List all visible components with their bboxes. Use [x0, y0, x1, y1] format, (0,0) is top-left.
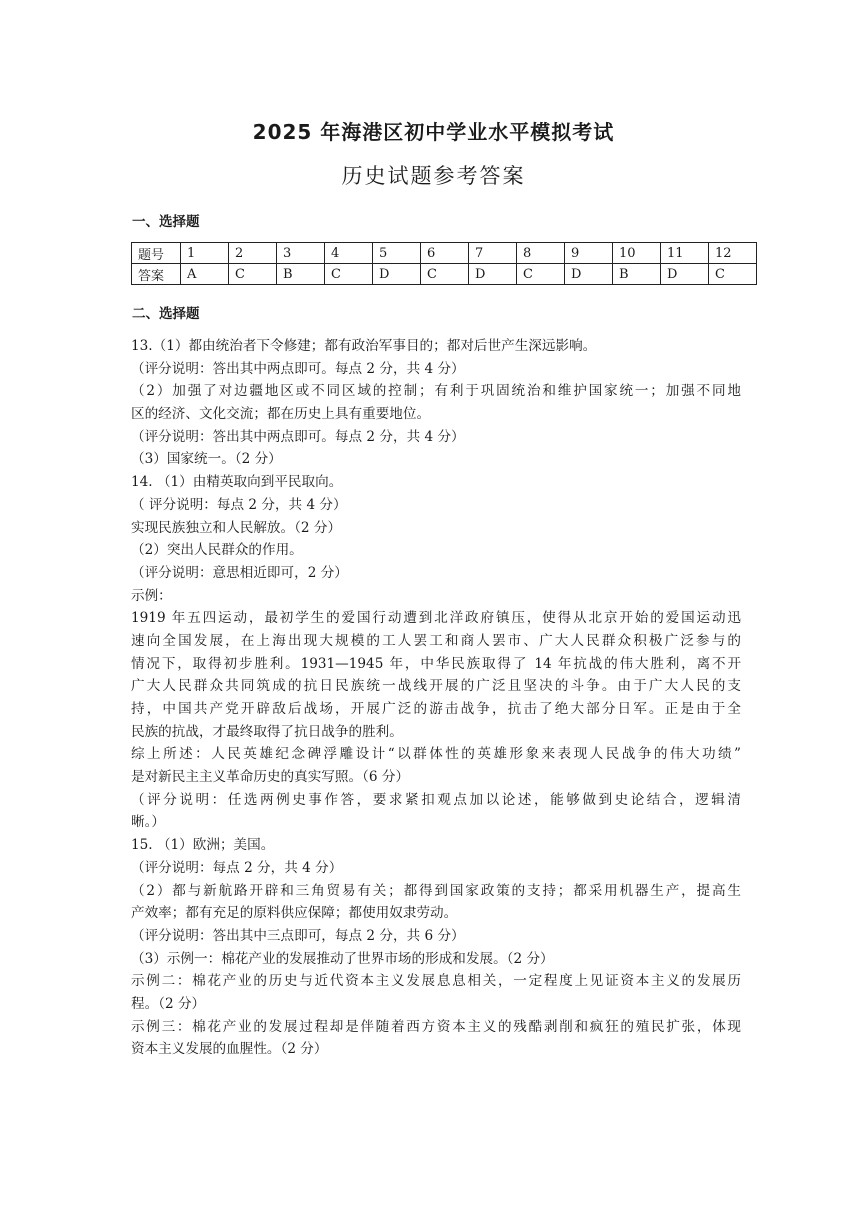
section-heading-multiple-choice: 一、选择题	[132, 214, 200, 230]
answer-line: （2）都与新航路开辟和三角贸易有关；都得到国家政策的支持；都采用机器生产，提高生	[131, 882, 741, 899]
table-row-answers	[132, 264, 757, 285]
question-number: 2	[229, 243, 277, 264]
answer-cell: B	[613, 264, 661, 285]
question-number: 5	[373, 243, 421, 264]
answer-line: （3）示例一：棉花产业的发展推动了世界市场的形成和发展。（2 分）	[131, 950, 554, 967]
question-number: 6	[421, 243, 469, 264]
scoring-note: 晰。）	[131, 814, 165, 831]
row-label-answers: 答案	[132, 264, 181, 285]
answer-line: 13.（1）都由统治者下令修建；都有政治军事目的；都对后世产生深远影响。	[131, 338, 597, 354]
answer-line: 示例三：棉花产业的发展过程却是伴随着西方资本主义的残酷剥削和疯狂的殖民扩张，体现	[131, 1018, 741, 1035]
answer-body	[131, 335, 741, 1061]
answer-cell: C	[421, 264, 469, 285]
answer-line: 实现民族独立和人民解放。（2 分）	[131, 519, 342, 536]
document-title: 2025 年海港区初中学业水平模拟考试	[252, 120, 615, 144]
example-text-line: 持，中国共产党开辟敌后战场，开展广泛的游击战争，抗击了绝大部分日军。正是由于全	[131, 701, 741, 717]
question-number: 12	[709, 243, 757, 264]
document-subtitle: 历史试题参考答案	[341, 164, 526, 188]
scoring-note: （评分说明：答出其中三点即可，每点 2 分，共 6 分）	[131, 927, 465, 944]
question-number: 9	[565, 243, 613, 264]
answer-line: 产效率；都有充足的原料供应保障；都使用奴隶劳动。	[131, 905, 458, 922]
example-text-line: 综上所述：人民英雄纪念碑浮雕设计“以群体性的英雄形象来表现人民战争的伟大功绩”	[131, 746, 741, 763]
example-text-line: 1919 年五四运动，最初学生的爱国行动遭到北洋政府镇压，使得从北京开始的爱国运动迅	[131, 610, 741, 627]
answer-line: （3）国家统一。（2 分）	[131, 451, 282, 468]
scoring-note: （评分说明：任选两例史事作答，要求紧扣观点加以论述，能够做到史论结合，逻辑清	[131, 791, 741, 808]
example-text-line: 速向全国发展，在上海出现大规模的工人罢工和商人罢市、广大人民群众积极广泛参与的	[131, 632, 741, 649]
question-number: 7	[469, 243, 517, 264]
answer-cell: C	[517, 264, 565, 285]
scoring-note: （评分说明：每点 2 分，共 4 分）	[131, 859, 343, 876]
question-number: 8	[517, 243, 565, 264]
answer-line: 程。（2 分）	[131, 995, 206, 1012]
answer-cell: B	[277, 264, 325, 285]
scoring-note: （评分说明：意思相近即可，2 分）	[131, 564, 348, 581]
question-number: 4	[325, 243, 373, 264]
scoring-note: （评分说明：答出其中两点即可。每点 2 分，共 4 分）	[131, 360, 465, 377]
answer-line: 15. （1）欧洲；美国。	[131, 837, 275, 854]
table-row-numbers	[132, 243, 757, 264]
example-text-line: 广大人民群众共同筑成的抗日民族统一战线开展的广泛且坚决的斗争。由于广大人民的支	[131, 678, 741, 695]
answer-cell: D	[469, 264, 517, 285]
example-label: 示例：	[131, 587, 172, 604]
answer-cell: C	[229, 264, 277, 285]
answer-cell: C	[325, 264, 373, 285]
example-text-line: 情况下，取得初步胜利。1931—1945 年，中华民族取得了 14 年抗战的伟大胜利，离不开	[131, 655, 741, 672]
row-label-numbers: 题号	[132, 243, 181, 264]
question-number: 11	[661, 243, 709, 264]
question-number: 10	[613, 243, 661, 264]
scoring-note: （ 评分说明：每点 2 分，共 4 分）	[131, 496, 347, 513]
question-number: 3	[277, 243, 325, 264]
section-heading-open-questions: 二、选择题	[132, 306, 200, 322]
answer-table	[131, 242, 757, 285]
answer-cell: C	[709, 264, 757, 285]
question-number: 1	[181, 243, 229, 264]
answer-cell: D	[373, 264, 421, 285]
example-text-line: 民族的抗战，才最终取得了抗日战争的胜利。	[131, 723, 403, 740]
answer-cell: D	[661, 264, 709, 285]
answer-cell: A	[181, 264, 229, 285]
answer-line: 示例二：棉花产业的历史与近代资本主义发展息息相关，一定程度上见证资本主义的发展历	[131, 973, 741, 990]
example-text-line: 是对新民主主义革命历史的真实写照。（6 分）	[131, 769, 410, 786]
answer-line: 资本主义发展的血腥性。（2 分）	[131, 1041, 328, 1058]
answer-cell: D	[565, 264, 613, 285]
answer-line: （2）加强了对边疆地区或不同区域的控制；有利于巩固统治和维护国家统一；加强不同地	[131, 383, 741, 400]
answer-line: 14. （1）由精英取向到平民取向。	[131, 474, 343, 491]
answer-line: 区的经济、文化交流；都在历史上具有重要地位。	[131, 406, 431, 423]
answer-line: （2）突出人民群众的作用。	[131, 542, 303, 559]
scoring-note: （评分说明：答出其中两点即可。每点 2 分，共 4 分）	[131, 428, 465, 445]
